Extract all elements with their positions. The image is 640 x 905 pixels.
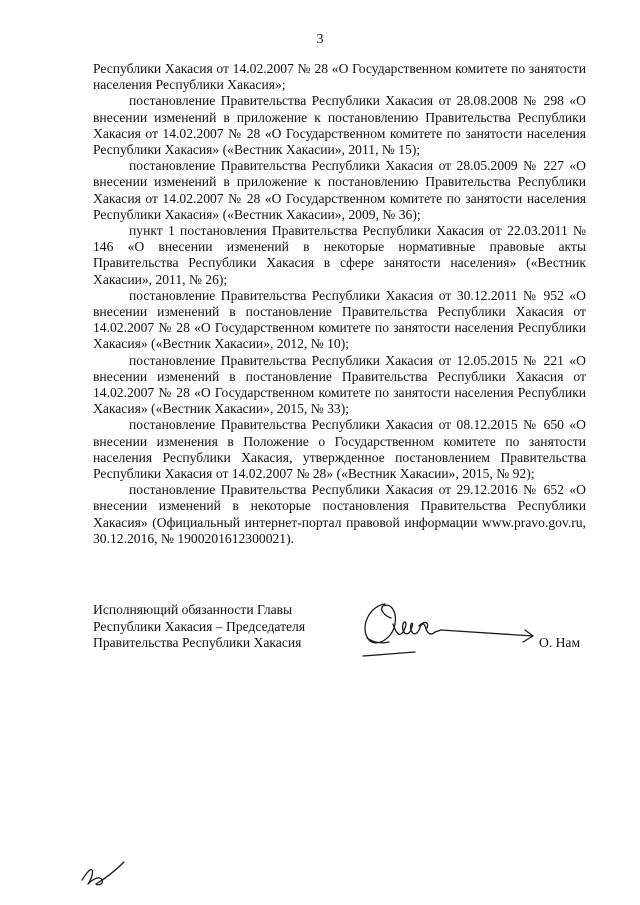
paragraph-resolution-146: пункт 1 постановления Правительства Республики Хакасия от 22.03.2011 № 146 «О внесении изменений в некоторые нормативные правовые акты Правительства Республики Хакасия в сфере занятости населения» («Вестник Хакасии», 2011, № 26); — [93, 223, 586, 287]
paragraph-resolution-227: постановление Правительства Республики Хакасия от 28.05.2009 № 227 «О внесении изменений в приложение к постановлению Правительства Республики Хакасия от 14.02.2007 № 28 «О Государственном комитете по занятости населения Республики Хакасия» («Вестник Хакасии», 2009, № 36); — [93, 158, 586, 222]
paragraph-resolution-298: постановление Правительства Республики Хакасия от 28.08.2008 № 298 «О внесении изменений в приложение к постановлению Правительства Республики Хакасия от 14.02.2007 № 28 «О Государственном комитете по занятости населения Республики Хакасия» («Вестник Хакасии», 2011, № 15); — [93, 93, 586, 158]
paragraph-resolution-952: постановление Правительства Республики Хакасия от 30.12.2011 № 952 «О внесении изменений в постановление Правительства Республики Хакасия от 14.02.2007 № 28 «О Государственном комитете по занятости населения Республики Хакасия» («Вестник Хакасии», 2012, № 10); — [93, 287, 586, 352]
page-number: 3 — [316, 32, 324, 47]
paragraph-resolution-221: постановление Правительства Республики Хакасия от 12.05.2015 № 221 «О внесении изменений в постановление Правительства Республики Хакасия от 14.02.2007 № 28 «О Государственном комитете по занятости населения Республики Хакасия» («Вестник Хакасии», 2015, № 33); — [93, 352, 586, 417]
paragraph-continuation: Республики Хакасия от 14.02.2007 № 28 «О Государственном комитете по занятости населения Республики Хакасия»; — [93, 61, 586, 93]
paragraph-resolution-652: постановление Правительства Республики Хакасия от 29.12.2016 № 652 «О внесении изменений в некоторые постановления Правительства Республики Хакасия» (Официальный интернет-портал правовой информации www.pravo.gov.ru, 30.12.2016, № 1900201612300021). — [93, 482, 586, 546]
signatory-title-line: Правительства Республики Хакасия — [93, 635, 302, 650]
handwritten-signature-icon — [355, 592, 535, 662]
signatory-title — [93, 602, 305, 652]
signatory-title-line: Республики Хакасия – Председателя — [93, 618, 306, 634]
handwritten-initials-icon — [78, 856, 128, 892]
document-body — [93, 61, 586, 547]
signatory-title-line: Исполняющий обязанности Главы — [93, 602, 293, 617]
paragraph-resolution-650: постановление Правительства Республики Хакасия от 08.12.2015 № 650 «О внесении изменения в Положение о Государственном комитете по занятости населения Республики Хакасия, утвержденное постановлением Правительства Республики Хакасия от 14.02.2007 № 28» («Вестник Хакасии», 2015, № 92); — [93, 417, 586, 482]
signatory-name: О. Нам — [539, 635, 581, 650]
